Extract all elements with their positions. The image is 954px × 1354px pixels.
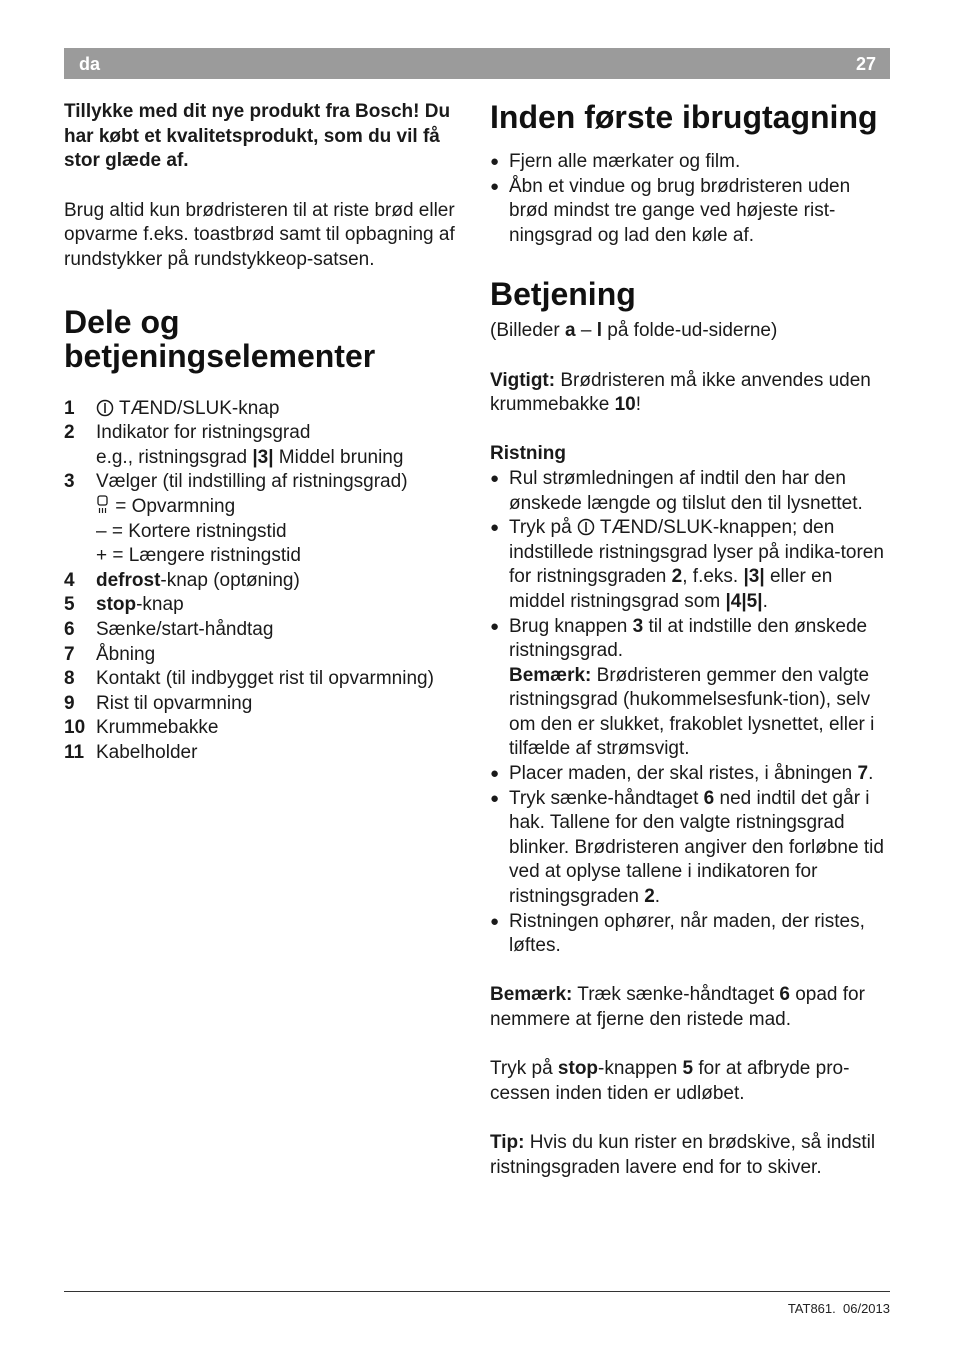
item-text: til at indstille den ønskede ristningsgrad. xyxy=(509,615,868,662)
important-label: Vigtigt: xyxy=(490,369,556,391)
list-item xyxy=(490,175,890,249)
left-column xyxy=(64,100,464,765)
toasting-list xyxy=(490,467,890,959)
item-text: Åbn et vindue og brug brødristeren uden brød mindst tre gange ved højeste rist-ningsgrad og lad den køle af. xyxy=(509,175,851,246)
item-text-bold: 3 xyxy=(632,615,644,637)
list-item xyxy=(64,421,464,470)
bullet-icon: ● xyxy=(490,789,500,807)
bullet-icon: ● xyxy=(490,617,500,635)
stop-paragraph xyxy=(490,1057,890,1106)
item-text: -knap xyxy=(136,594,184,616)
item-text: = Opvarmning xyxy=(115,495,236,517)
bullet-icon: ● xyxy=(490,177,500,195)
item-number: 2 xyxy=(64,422,75,444)
item-text: eller en middel ristningsgrad som xyxy=(509,566,833,612)
bullet-icon: ● xyxy=(490,519,500,537)
right-column xyxy=(490,100,890,1180)
item-number: 3 xyxy=(64,471,75,493)
stop-text-bold: 5 xyxy=(682,1058,694,1080)
item-text: Rul strømledningen af indtil den har den ønskede længde og tilslut den til lysnettet. xyxy=(509,467,863,514)
list-item xyxy=(64,618,464,643)
parts-heading-line-2: betjeningselementer xyxy=(64,337,376,374)
tip-paragraph xyxy=(490,1131,890,1180)
ref-text-bold: l xyxy=(596,320,602,342)
item-text: Ristningen ophører, når maden, der ristes, løftes. xyxy=(509,910,865,957)
tip-label: Tip: xyxy=(490,1131,525,1153)
bullet-icon: ● xyxy=(490,765,500,783)
footer-date: 06/2013 xyxy=(843,1301,890,1316)
intro-text: Brug altid kun brødristeren til at riste brød eller opvarme f.eks. toastbrød samt til opbagning af rundstykker på rundstykkeop-satsen. xyxy=(64,199,455,270)
item-text: TÆND/SLUK-knappen; den indstillede ristningsgrad lyser på indika-toren for ristningsgraden xyxy=(509,517,884,588)
bullet-icon: ● xyxy=(490,469,500,487)
item-text: e.g., ristningsgrad xyxy=(96,446,253,468)
item-text: Tryk sænke-håndtaget xyxy=(509,787,704,809)
item-text-bold: 2 xyxy=(671,566,683,588)
note-paragraph xyxy=(490,983,890,1032)
parts-heading xyxy=(64,305,464,373)
item-text-bold: 2 xyxy=(644,886,655,908)
important-number: 10 xyxy=(614,394,636,416)
tip-text: Hvis du kun rister en brødskive, så indstil ristningsgraden lavere end for to skiver. xyxy=(490,1131,876,1178)
item-text: ned indtil det går i hak. Tallene for den valgte ristningsgrad blinker. Brødristeren angiver den forløbne tid ved at oplyse tallene i indikatoren for ristningsgraden xyxy=(509,787,884,908)
item-text-bold: stop xyxy=(96,594,137,616)
figure-reference xyxy=(490,319,890,344)
item-text-bold: |3| xyxy=(252,446,274,468)
parts-heading-line-1: Dele og xyxy=(64,303,180,340)
item-text-bold: 7 xyxy=(857,763,869,785)
item-number: 7 xyxy=(64,643,75,665)
footer xyxy=(788,1297,890,1322)
stop-text: Tryk på xyxy=(490,1058,558,1080)
ref-text: – xyxy=(575,320,597,342)
list-item xyxy=(490,910,890,959)
list-item xyxy=(64,692,464,717)
item-text: Brødristeren gemmer den valgte ristningsgrad (hukommelsesfunk-tion), selv om den er slukket, frakoblet lysnettet, eller i tilfælde af strømsvigt. xyxy=(509,664,875,760)
before-first-use-list xyxy=(490,150,890,248)
item-text: Rist til opvarmning xyxy=(96,692,253,714)
stop-text: for at afbryde pro-cessen inden tiden er udløbet. xyxy=(490,1058,850,1104)
item-number: 4 xyxy=(64,569,75,591)
item-text: Sænke/start-håndtag xyxy=(96,618,274,640)
item-text: + = Længere ristningstid xyxy=(96,545,301,567)
bullet-icon: ● xyxy=(490,153,500,170)
list-item xyxy=(64,593,464,618)
language-code: da xyxy=(79,54,101,74)
footer-divider xyxy=(64,1291,890,1292)
important-text: Brødristeren må ikke anvendes uden krummebakke xyxy=(490,369,871,416)
item-text: TÆND/SLUK-knap xyxy=(118,397,280,419)
item-text: Tryk på xyxy=(509,517,577,539)
item-text: Krummebakke xyxy=(96,717,219,739)
page-header-bar xyxy=(64,48,890,79)
item-number: 11 xyxy=(64,741,85,763)
item-text: Indikator for ristningsgrad xyxy=(96,422,311,444)
note-text: opad for nemmere at fjerne den ristede mad. xyxy=(490,984,865,1030)
item-number: 6 xyxy=(64,618,75,640)
item-text-bold: 6 xyxy=(703,787,715,809)
list-item xyxy=(64,397,464,422)
stop-text: -knappen xyxy=(598,1058,683,1080)
item-text-bold: |3| xyxy=(743,566,765,588)
item-number: 10 xyxy=(64,717,86,739)
ref-text: (Billeder xyxy=(490,320,565,342)
list-item xyxy=(64,569,464,594)
list-item xyxy=(64,716,464,741)
operation-heading: Betjening xyxy=(490,276,636,313)
list-item xyxy=(64,741,464,766)
item-number: 1 xyxy=(64,397,75,419)
item-text: Kabelholder xyxy=(96,741,198,763)
power-icon xyxy=(96,399,114,417)
item-text-bold: defrost xyxy=(96,569,161,591)
important-note xyxy=(490,369,890,418)
list-item xyxy=(490,762,890,787)
item-number: 8 xyxy=(64,668,75,690)
intro-bold: Tillykke med dit nye produkt fra Bosch! Du har købt et kvalitetsprodukt, som du vil få stor glæde af. xyxy=(64,101,451,172)
ref-text-bold: a xyxy=(564,320,576,342)
reheat-rack-icon xyxy=(96,495,110,515)
stop-text-bold: stop xyxy=(557,1058,599,1080)
note-label: Bemærk: xyxy=(509,664,592,686)
list-item xyxy=(64,470,464,568)
item-text: Åbning xyxy=(96,643,156,665)
item-number: 5 xyxy=(64,594,75,616)
parts-list xyxy=(64,397,464,766)
note-label: Bemærk: xyxy=(490,984,573,1006)
list-item xyxy=(490,467,890,516)
toasting-heading: Ristning xyxy=(490,443,566,465)
item-text-bold: |4|5| xyxy=(725,590,763,612)
list-item xyxy=(490,516,890,614)
note-text: Træk sænke-håndtaget xyxy=(572,984,780,1006)
list-item xyxy=(64,667,464,692)
page-number: 27 xyxy=(855,54,876,74)
item-text: , f.eks. xyxy=(682,566,744,588)
item-text: Kontakt (til indbygget rist til opvarmning) xyxy=(96,668,434,690)
important-text: ! xyxy=(635,394,642,416)
item-text: Brug knappen xyxy=(509,615,633,637)
item-number: 9 xyxy=(64,692,75,714)
item-text: -knap (optøning) xyxy=(160,569,300,591)
power-icon xyxy=(577,518,595,536)
item-text: . xyxy=(868,763,874,785)
item-text: . xyxy=(762,590,768,612)
item-text: – = Kortere ristningstid xyxy=(96,520,287,542)
list-item xyxy=(490,615,890,763)
item-text: Middel bruning xyxy=(273,446,404,468)
footer-model: TAT861. xyxy=(787,1301,836,1316)
list-item xyxy=(64,643,464,668)
bullet-icon: ● xyxy=(490,912,500,930)
before-first-use-heading: Inden første ibrugtagning xyxy=(490,99,878,135)
list-item xyxy=(490,787,890,910)
item-text: Placer maden, der skal ristes, i åbningen xyxy=(509,763,858,785)
item-text: . xyxy=(654,886,661,908)
item-text: Fjern alle mærkater og film. xyxy=(509,151,741,172)
item-text: Vælger (til indstilling af ristningsgrad) xyxy=(96,471,408,493)
list-item xyxy=(490,150,890,175)
note-text-bold: 6 xyxy=(779,984,790,1006)
ref-text: på folde-ud-siderne) xyxy=(601,320,778,342)
